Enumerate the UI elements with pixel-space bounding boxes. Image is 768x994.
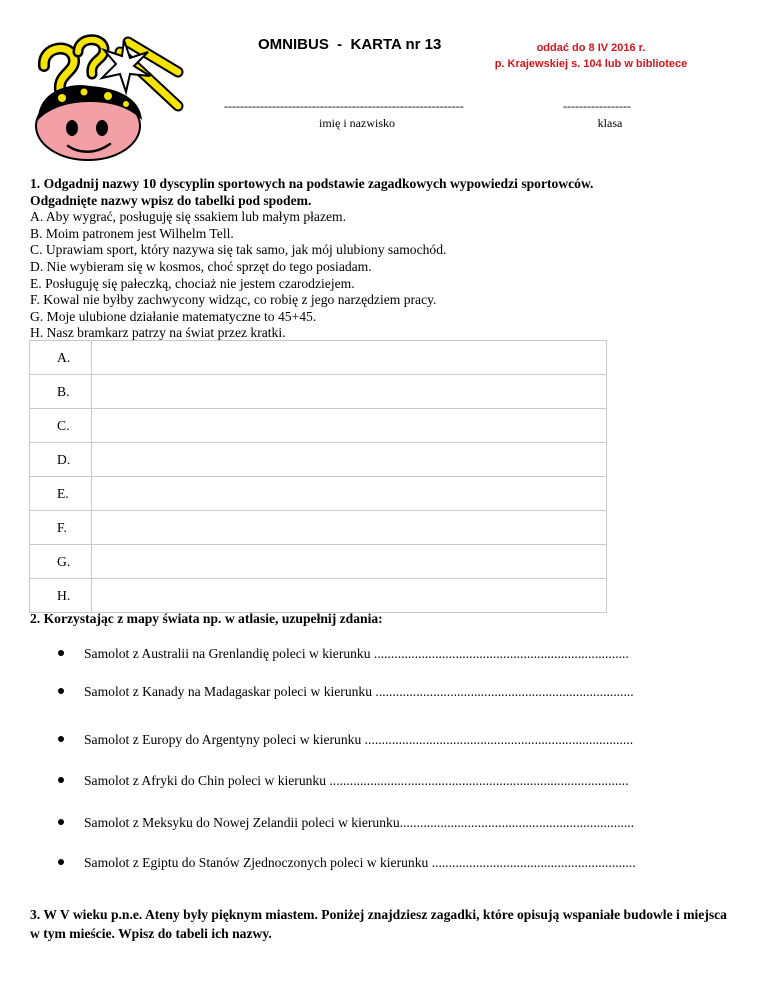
list-item bbox=[58, 815, 728, 831]
flight-sentence[interactable]: Samolot z Kanady na Madagaskar poleci w kierunku ............................................................................ bbox=[84, 684, 634, 699]
row-label: G. bbox=[30, 545, 92, 579]
clue-d: D. Nie wybieram się w kosmos, choć sprzęt do tego posiadam. bbox=[30, 258, 372, 274]
answer-cell[interactable] bbox=[92, 511, 607, 545]
answer-cell[interactable] bbox=[92, 409, 607, 443]
table-row bbox=[30, 443, 607, 477]
table-row bbox=[30, 511, 607, 545]
name-caption: imię i nazwisko bbox=[319, 116, 395, 130]
answer-cell[interactable] bbox=[92, 341, 607, 375]
row-label: F. bbox=[30, 511, 92, 545]
task-1 bbox=[30, 176, 740, 342]
due-date-note bbox=[462, 40, 720, 72]
task-3-text: 3. W V wieku p.n.e. Ateny były pięknym miastem. Poniżej znajdziesz zagadki, które opisują wspaniałe budowle i miejsca w tym mieście. Wpisz do tabeli ich nazwy. bbox=[30, 907, 727, 941]
table-row bbox=[30, 545, 607, 579]
answer-cell[interactable] bbox=[92, 545, 607, 579]
task-2-heading: 2. Korzystając z mapy świata np. w atlasie, uzupełnij zdania: bbox=[30, 611, 383, 626]
flight-sentence[interactable]: Samolot z Egiptu do Stanów Zjednoczonych poleci w kierunku ............................................................ bbox=[84, 855, 636, 870]
row-label: D. bbox=[30, 443, 92, 477]
answer-cell[interactable] bbox=[92, 477, 607, 511]
clue-a: A. Aby wygrać, posługuję się ssakiem lub małym płazem. bbox=[30, 209, 346, 225]
list-item bbox=[58, 732, 728, 748]
answer-table bbox=[29, 340, 607, 613]
omnibus-logo-icon bbox=[28, 32, 186, 162]
row-label: C. bbox=[30, 409, 92, 443]
flight-sentence[interactable]: Samolot z Afryki do Chin poleci w kierunku ........................................................................................ bbox=[84, 773, 629, 788]
row-label: B. bbox=[30, 375, 92, 409]
table-row bbox=[30, 477, 607, 511]
task-1-instruction: Odgadnięte nazwy wpisz do tabelki pod spodem. bbox=[30, 192, 312, 208]
class-field[interactable]: ----------------- bbox=[563, 99, 631, 113]
list-item bbox=[58, 684, 728, 700]
bullet-icon bbox=[58, 777, 64, 783]
clue-e: E. Posługuję się pałeczką, chociaż nie jestem czarodziejem. bbox=[30, 275, 355, 291]
class-caption: klasa bbox=[597, 116, 623, 130]
bullet-icon bbox=[58, 650, 64, 656]
table-row bbox=[30, 341, 607, 375]
task-1-heading: 1. Odgadnij nazwy 10 dyscyplin sportowych na podstawie zagadkowych wypowiedzi sportowców. bbox=[30, 176, 594, 191]
row-label: H. bbox=[30, 579, 92, 613]
clue-g: G. Moje ulubione działanie matematyczne to 45+45. bbox=[30, 308, 317, 324]
list-item bbox=[58, 855, 728, 871]
clue-b: B. Moim patronem jest Wilhelm Tell. bbox=[30, 225, 234, 241]
row-label: A. bbox=[30, 341, 92, 375]
clue-c: C. Uprawiam sport, który nazywa się tak samo, jak mój ulubiony samochód. bbox=[30, 242, 447, 258]
name-field[interactable]: ------------------------------------------------------------ bbox=[224, 99, 464, 113]
bullet-icon bbox=[58, 859, 64, 865]
table-row bbox=[30, 375, 607, 409]
list-item bbox=[58, 773, 728, 789]
due-date-line: oddać do 8 IV 2016 r. bbox=[536, 42, 646, 54]
bullet-icon bbox=[58, 688, 64, 694]
page-title: OMNIBUS - KARTA nr 13 bbox=[258, 36, 442, 53]
clue-f: F. Kowal nie byłby zachwycony widząc, co robię z jego narzędziem pracy. bbox=[30, 292, 437, 308]
table-row bbox=[30, 579, 607, 613]
row-label: E. bbox=[30, 477, 92, 511]
table-row bbox=[30, 409, 607, 443]
flight-sentence[interactable]: Samolot z Australii na Grenlandię poleci w kierunku ........................................................................... bbox=[84, 646, 629, 661]
answer-cell[interactable] bbox=[92, 579, 607, 613]
flight-sentence[interactable]: Samolot z Europy do Argentyny poleci w kierunku ............................................................................... bbox=[84, 732, 634, 747]
answer-cell[interactable] bbox=[92, 375, 607, 409]
return-place-line: p. Krajewskiej s. 104 lub w bibliotece bbox=[494, 58, 688, 70]
list-item bbox=[58, 646, 728, 662]
clue-h: H. Nasz bramkarz patrzy na świat przez kratki. bbox=[30, 325, 286, 341]
bullet-icon bbox=[58, 736, 64, 742]
flight-sentence[interactable]: Samolot z Meksyku do Nowej Zelandii poleci w kierunku..................................................................... bbox=[84, 815, 635, 830]
bullet-icon bbox=[58, 819, 64, 825]
answer-cell[interactable] bbox=[92, 443, 607, 477]
